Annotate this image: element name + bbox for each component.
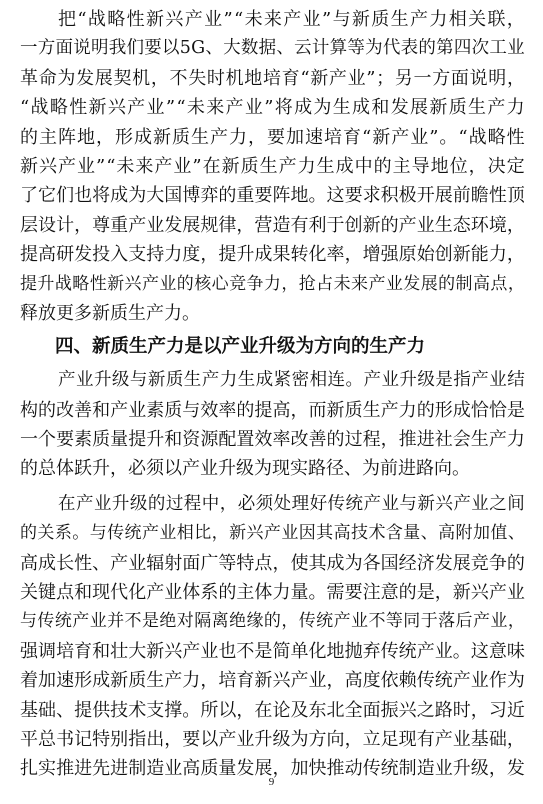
text-line: 革 命 为 发 展 契 机 ， 不 失 时 机 地 培 育 “ 新 产 业 ” ； 另 一 方 面 说 明 ， [20, 67, 525, 89]
page-number: 9 [268, 776, 275, 788]
text-line: 着 加 速 形 成 新 质 生 产 力 ， 培 育 新 兴 产 业 ， 高 度 依 赖 传 统 产 业 作 为 [20, 670, 525, 692]
text-line: 释放更多新质生产力。 [20, 302, 200, 324]
text-line: 高 成 长 性 、 产 业 辐 射 面 广 等 特 点 ， 使 其 成 为 各 国 经 济 发 展 竞 争 的 [20, 552, 525, 574]
paragraph-1 [20, 5, 525, 328]
text-line: 的 关 系 。 与 传 统 产 业 相 比 ， 新 兴 产 业 因 其 高 技 术 含 量 、 高 附 加 值 、 [20, 523, 525, 544]
text-line: 产 业 升 级 与 新 质 生 产 力 生 成 紧 密 相 连 。 产 业 升 级 是 指 产 业 结 [58, 370, 525, 391]
text-line: 一 方 面 说 明 我 们 要 以 5 G 、 大 数 据 、 云 计 算 等 为 代 表 的 第 四 次 工 业 [20, 38, 525, 59]
text-line: 关 键 点 和 现 代 化 产 业 体 系 的 主 体 力 量 。 需 要 注 意 的 是 ， 新 兴 产 业 [20, 582, 525, 604]
document-body [20, 5, 525, 784]
text-line: 扎 实 推 进 先 进 制 造 业 高 质 量 发 展 ， 加 快 推 动 传 统 制 造 业 升 级 ， 发 [20, 758, 525, 780]
text-line: 在 产 业 升 级 的 过 程 中 ， 必 须 处 理 好 传 统 产 业 与 新 兴 产 业 之 间 [58, 493, 525, 514]
text-line: 强 调 培 育 和 壮 大 新 兴 产 业 也 不 是 简 单 化 地 抛 弃 传 统 产 业 。 这 意 味 [20, 640, 525, 662]
text-line: 构 的 改 善 和 产 业 素 质 与 效 率 的 提 高 ， 而 新 质 生 产 力 的 形 成 恰 恰 是 [20, 399, 525, 421]
text-line: 了 它 们 也 将 成 为 大 国 博 弈 的 重 要 阵 地 。 这 要 求 积 极 开 展 前 瞻 性 顶 [20, 185, 525, 207]
text-line: “ 战 略 性 新 兴 产 业 ” “ 未 来 产 业 ” 将 成 为 生 成 和 发 展 新 质 生 产 力 [20, 97, 525, 119]
text-line: 一 个 要 素 质 量 提 升 和 资 源 配 置 效 率 改 善 的 过 程 ， 推 进 社 会 生 产 力 [20, 429, 525, 451]
text-line: 新 兴 产 业 ” “ 未 来 产 业 ” 在 新 质 生 产 力 生 成 中 的 主 导 地 位 ， 决 定 [20, 155, 525, 177]
text-line: 的 主 阵 地 ， 形 成 新 质 生 产 力 ， 要 加 速 培 育 “ 新 产 业 ” 。 “ 战 略 性 [20, 126, 525, 148]
paragraph-3 [20, 490, 525, 784]
text-line: 提 升 战 略 性 新 兴 产 业 的 核 心 竞 争 力 ， 抢 占 未 来 产 业 发 展 的 制 高 点 ， [20, 273, 525, 294]
text-line: 与 传 统 产 业 并 不 是 绝 对 隔 离 绝 缘 的 ， 传 统 产 业 不 等 同 于 落 后 产 业 ， [20, 611, 525, 632]
text-line: 基 础 、 提 供 技 术 支 撑 。 所 以 ， 在 论 及 东 北 全 面 振 兴 之 路 时 ， 习 近 [20, 699, 525, 721]
paragraph-2 [20, 366, 525, 484]
section-heading: 四、新质生产力是以产业升级为方向的生产力 [55, 336, 426, 358]
text-line: 把 “ 战 略 性 新 兴 产 业 ” “ 未 来 产 业 ” 与 新 质 生 产 力 相 关 联 ， [58, 9, 525, 30]
text-line: 提 高 研 发 投 入 支 持 力 度 ， 提 升 成 果 转 化 率 ， 增 强 原 始 创 新 能 力 ， [20, 244, 525, 266]
text-line: 的总体跃升，必须以产业升级为现实路径、为前进路向。 [20, 458, 470, 480]
text-line: 层 设 计 ， 尊 重 产 业 发 展 规 律 ， 营 造 有 利 于 创 新 的 产 业 生 态 环 境 ， [20, 214, 525, 236]
text-line: 平 总 书 记 特 别 指 出 ， 要 以 产 业 升 级 为 方 向 ， 立 足 现 有 产 业 基 础 ， [20, 728, 525, 750]
